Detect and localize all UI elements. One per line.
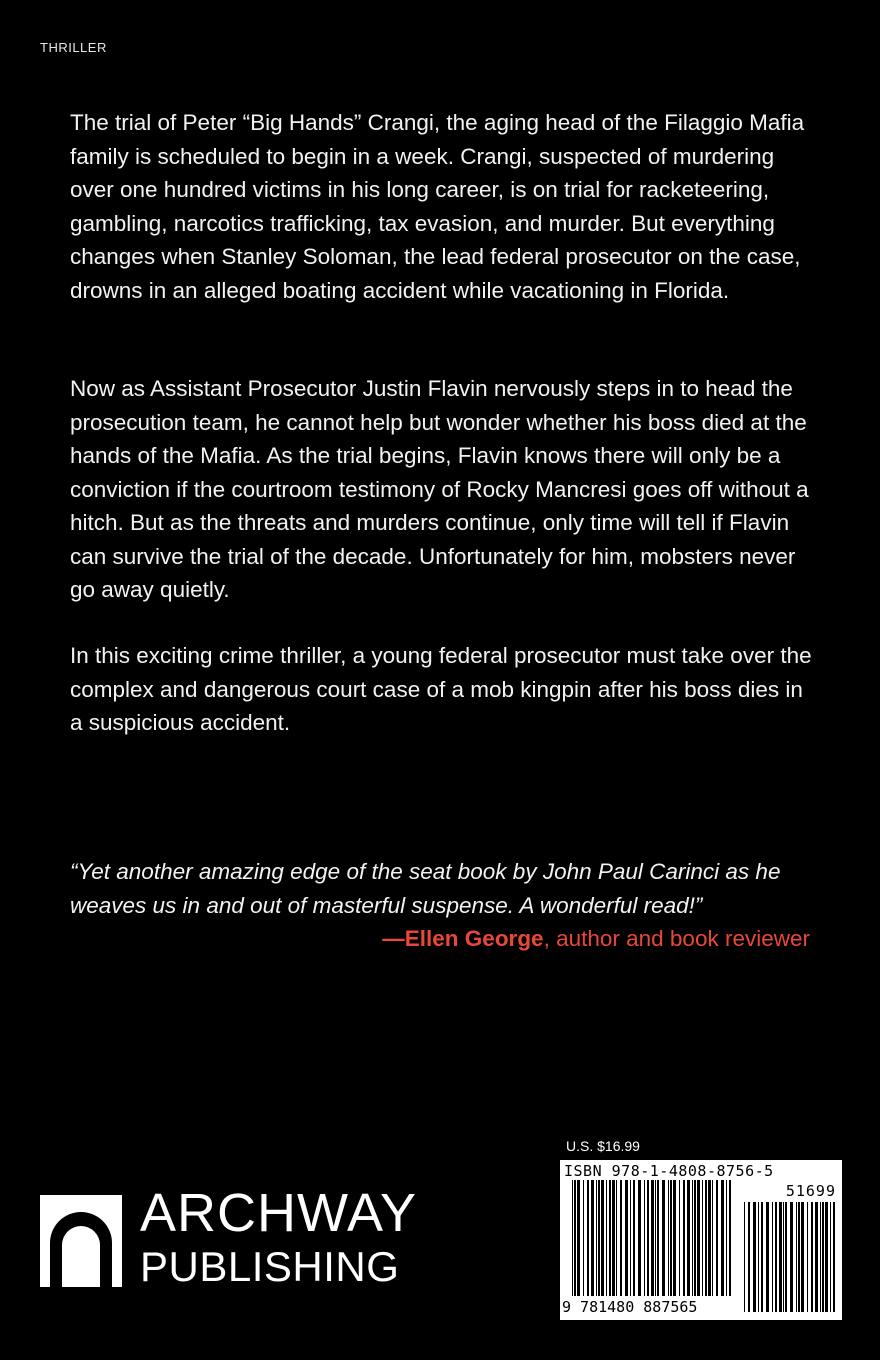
blurb-paragraph-3: In this exciting crime thriller, a young federal prosecutor must take over the complex and dangerous court case of a mob kingpin after his boss dies in a suspicious accident. xyxy=(70,643,812,735)
barcode-bars-addon xyxy=(744,1202,836,1312)
quote-attribution xyxy=(382,922,810,956)
barcode-digits: 9 781480 887565 xyxy=(562,1298,698,1316)
isbn-text: ISBN 978-1-4808-8756-5 xyxy=(564,1162,774,1180)
publisher-name-line2: PUBLISHING xyxy=(140,1243,400,1290)
archway-logo-icon xyxy=(40,1195,122,1287)
reviewer-role: , author and book reviewer xyxy=(543,926,810,951)
barcode-bars-main xyxy=(572,1180,734,1296)
publisher-name-line1: ARCHWAY xyxy=(140,1183,417,1243)
blurb-paragraph-2: Now as Assistant Prosecutor Justin Flavin nervously steps in to head the prosecution team, he cannot help but wonder whether his boss died at the hands of the Mafia. As the trial begins, Flavin knows there will only be a conviction if the courtroom testimony of Rocky Mancresi goes off without a hitch. But as the threats and murders continue, only time will tell if Flavin can survive the trial of the decade. Unfortunately for him, mobsters never go away quietly. xyxy=(70,376,809,602)
review-quote: “Yet another amazing edge of the seat book by John Paul Carinci as he weaves us in and out of masterful suspense. A wonderful read!” xyxy=(70,859,781,918)
genre-label: THRILLER xyxy=(40,40,107,55)
reviewer-name: —Ellen George xyxy=(382,926,544,951)
price-code: 51699 xyxy=(785,1182,836,1200)
price-label: U.S. $16.99 xyxy=(566,1138,640,1154)
blurb-paragraph-1: The trial of Peter “Big Hands” Crangi, the aging head of the Filaggio Mafia family is scheduled to begin in a week. Crangi, suspected of murdering over one hundred victims in his long career, is on trial for racketeering, gambling, narcotics trafficking, tax evasion, and murder. But everything changes when Stanley Soloman, the lead federal prosecutor on the case, drowns in an alleged boating accident while vacationing in Florida. xyxy=(70,110,805,303)
isbn-barcode xyxy=(560,1160,842,1320)
